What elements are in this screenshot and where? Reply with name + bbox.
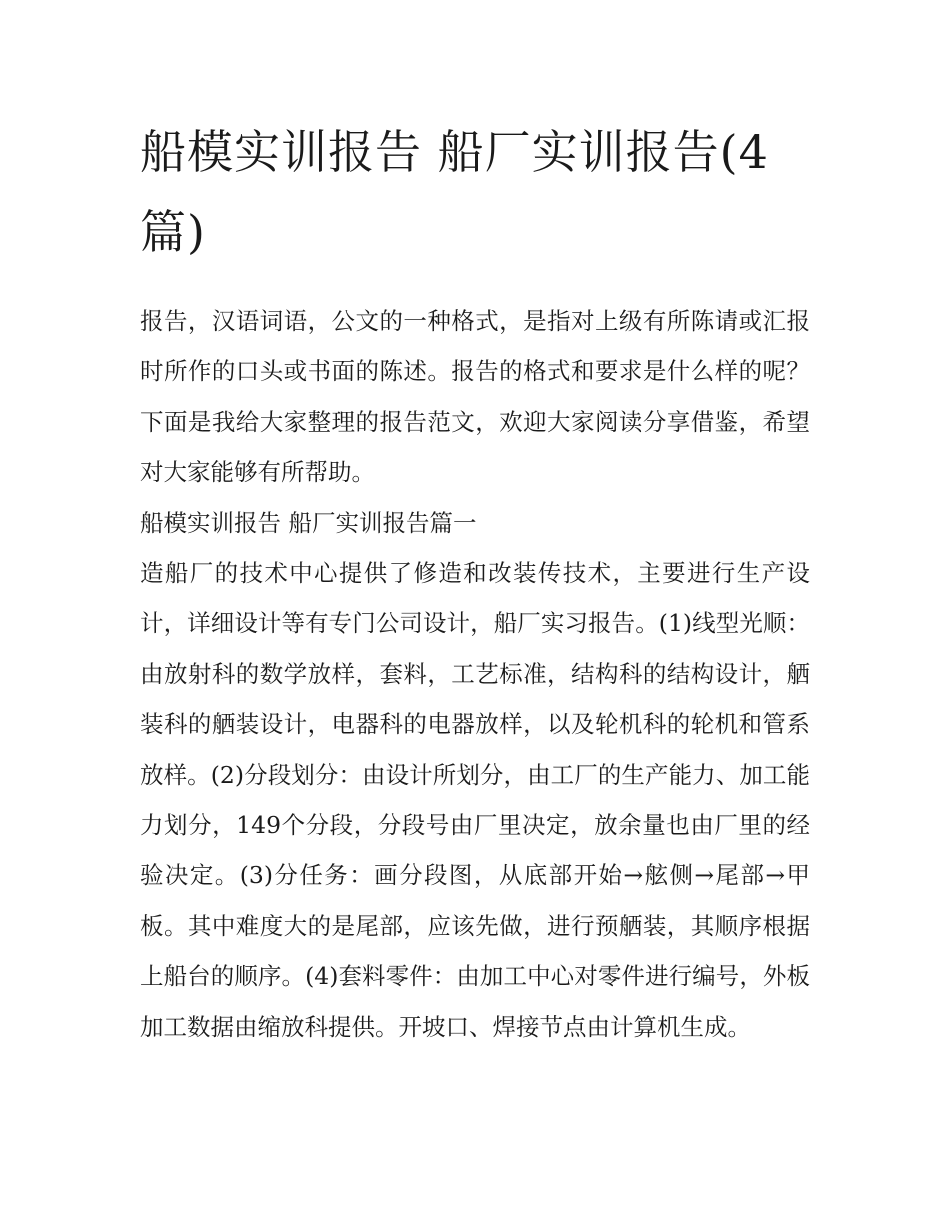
section-heading: 船模实训报告 船厂实训报告篇一 xyxy=(140,508,477,537)
document-title: 船模实训报告 船厂实训报告(4篇) xyxy=(140,125,769,259)
intro-paragraph: 报告，汉语词语，公文的一种格式，是指对上级有所陈请或汇报时所作的口头或书面的陈述。报告的格式和要求是什么样的呢？下面是我给大家整理的报告范文，欢迎大家阅读分享借鉴，希望对大家能够有所帮助。 xyxy=(140,307,810,487)
section-body-paragraph: 造船厂的技术中心提供了修造和改装传技术，主要进行生产设计，详细设计等有专门公司设计，船厂实习报告。(1)线型光顺：由放射科的数学放样，套料，工艺标准，结构科的结构设计，舾装科的舾装设计，电器科的电器放样，以及轮机科的轮机和管系放样。(2)分段划分：由设计所划分，由工厂的生产能力、加工能力划分，149个分段，分段号由厂里决定，放余量也由厂里的经验决定。(3)分任务：画分段图，从底部开始→舷侧→尾部→甲板。其中难度大的是尾部，应该先做，进行预舾装，其顺序根据上船台的顺序。(4)套料零件：由加工中心对零件进行编号，外板加工数据由缩放科提供。开坡口、焊接节点由计算机生成。 xyxy=(140,559,810,1041)
